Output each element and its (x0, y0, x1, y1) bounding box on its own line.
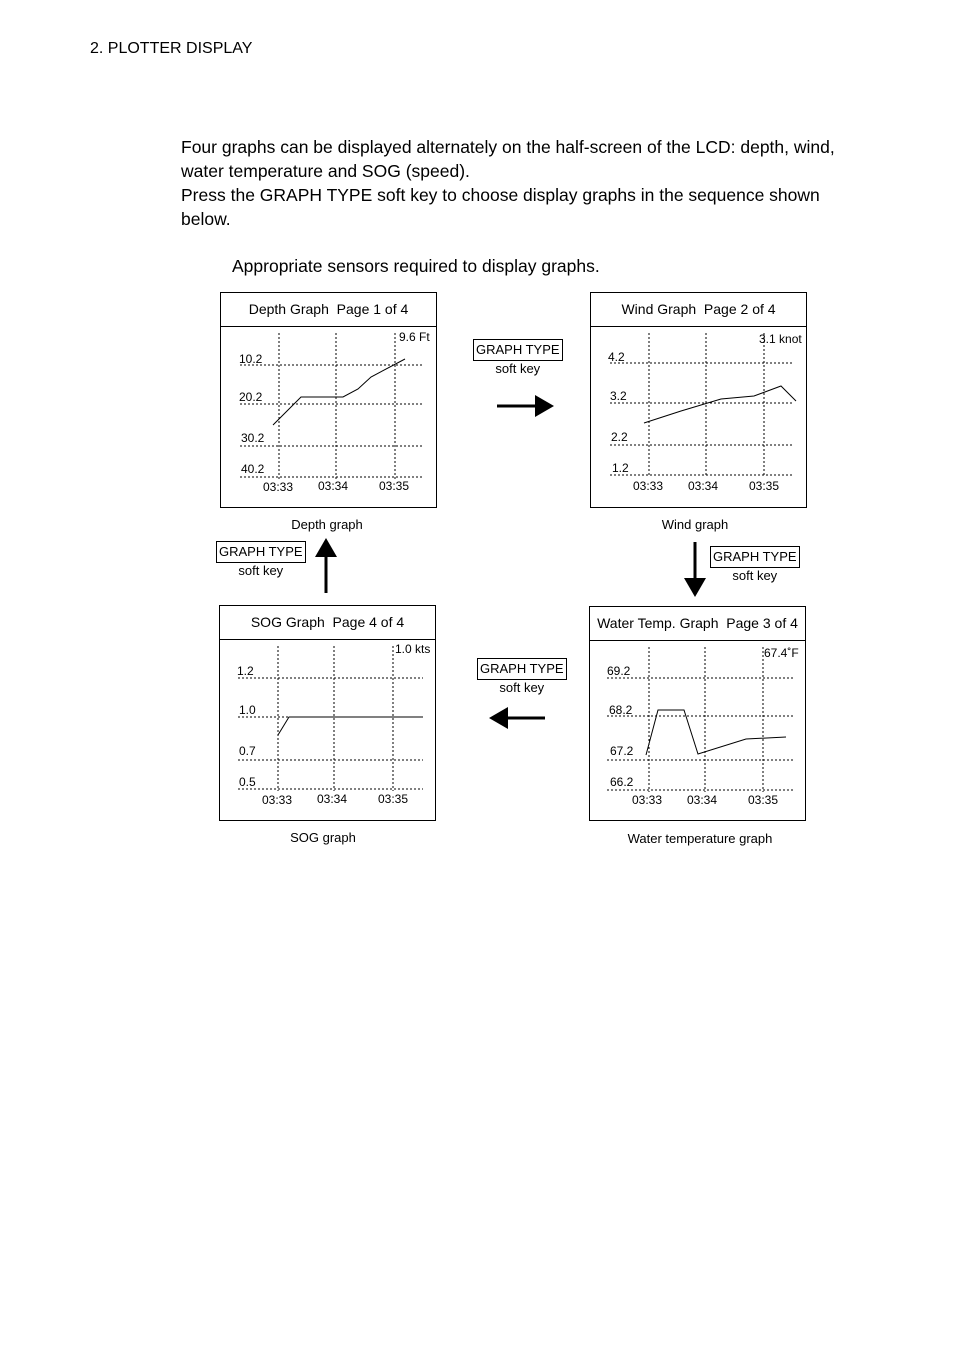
wind-current-value: 3.1 knot (759, 332, 802, 346)
arrow-right-icon (495, 393, 557, 421)
section-header: 2. PLOTTER DISPLAY (90, 40, 253, 57)
wind-y-tick: 1.2 (612, 461, 629, 475)
depth-y-tick: 30.2 (241, 431, 265, 445)
water-temp-current-value: 67.4˚F (764, 646, 799, 660)
water-temp-graph-title: Water Temp. Graph Page 3 of 4 (590, 607, 805, 641)
graph-type-key: GRAPH TYPE (216, 541, 306, 563)
depth-graph-caption: Depth graph (291, 517, 363, 532)
water-temp-graph-plot (590, 607, 807, 822)
graph-type-key: GRAPH TYPE (473, 339, 563, 361)
depth-x-tick: 03:34 (318, 479, 349, 493)
depth-y-tick: 40.2 (241, 462, 265, 476)
wind-series-line (644, 386, 796, 423)
depth-current-value: 9.6 Ft (399, 330, 430, 344)
water-temp-y-tick: 67.2 (610, 744, 634, 758)
sog-current-value: 1.0 kts (395, 642, 431, 656)
water-temp-series-line (646, 710, 786, 755)
sog-x-tick: 03:33 (262, 793, 293, 807)
softkey-label-left (216, 541, 306, 579)
wind-graph-title: Wind Graph Page 2 of 4 (591, 293, 806, 327)
softkey-label-top (473, 339, 563, 377)
arrow-down-icon (681, 540, 709, 600)
softkey-sub: soft key (238, 563, 284, 578)
depth-x-tick: 03:35 (379, 479, 410, 493)
sog-graph-caption: SOG graph (290, 830, 356, 845)
wind-x-tick: 03:34 (688, 479, 719, 493)
depth-y-tick: 20.2 (239, 390, 263, 404)
softkey-label-bottom (477, 658, 567, 696)
wind-x-tick: 03:33 (633, 479, 664, 493)
sog-y-tick: 0.7 (239, 744, 256, 758)
softkey-sub: soft key (499, 680, 545, 695)
water-temp-y-tick: 66.2 (610, 775, 634, 789)
water-temp-y-tick: 68.2 (609, 703, 633, 717)
sog-graph-panel (219, 605, 436, 821)
wind-x-tick: 03:35 (749, 479, 780, 493)
water-temp-y-tick: 69.2 (607, 664, 631, 678)
sensor-note: Appropriate sensors required to display graphs. (232, 256, 600, 276)
water-temp-x-tick: 03:33 (632, 793, 663, 807)
sog-x-tick: 03:34 (317, 792, 348, 806)
arrow-left-icon (486, 705, 548, 733)
arrow-up-icon (312, 535, 340, 595)
sog-series-line (278, 717, 423, 735)
depth-y-tick: 10.2 (239, 352, 263, 366)
intro-text (181, 135, 841, 231)
sog-y-tick: 0.5 (239, 775, 256, 789)
sog-y-tick: 1.0 (239, 703, 256, 717)
water-temp-graph-caption: Water temperature graph (627, 831, 773, 846)
depth-graph-title: Depth Graph Page 1 of 4 (221, 293, 436, 327)
wind-graph-caption: Wind graph (661, 517, 729, 532)
softkey-sub: soft key (495, 361, 541, 376)
depth-x-tick: 03:33 (263, 480, 294, 494)
sog-graph-plot (220, 606, 437, 822)
intro-paragraph-1: Four graphs can be displayed alternately on the half-screen of the LCD: depth, wind, water temperature and SOG (speed). (181, 137, 835, 181)
graph-type-key: GRAPH TYPE (477, 658, 567, 680)
graph-type-key: GRAPH TYPE (710, 546, 800, 568)
water-temp-x-tick: 03:35 (748, 793, 779, 807)
depth-graph-panel (220, 292, 437, 508)
water-temp-graph-panel (589, 606, 806, 821)
intro-paragraph-2: Press the GRAPH TYPE soft key to choose display graphs in the sequence shown below. (181, 185, 820, 229)
softkey-sub: soft key (732, 568, 778, 583)
sog-x-tick: 03:35 (378, 792, 409, 806)
wind-y-tick: 2.2 (611, 430, 628, 444)
wind-y-tick: 4.2 (608, 350, 625, 364)
sog-y-tick: 1.2 (237, 664, 254, 678)
depth-graph-plot (221, 293, 438, 509)
wind-graph-plot (591, 293, 808, 509)
softkey-label-right (710, 546, 800, 584)
wind-y-tick: 3.2 (610, 389, 627, 403)
water-temp-x-tick: 03:34 (687, 793, 718, 807)
sog-graph-title: SOG Graph Page 4 of 4 (220, 606, 435, 640)
depth-series-line (273, 359, 405, 425)
wind-graph-panel (590, 292, 807, 508)
